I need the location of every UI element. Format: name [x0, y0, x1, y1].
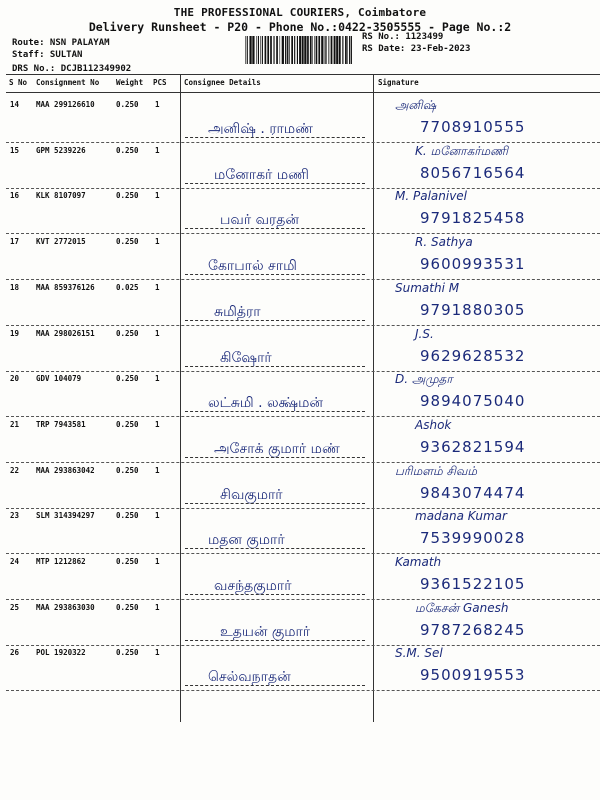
table-row: [0, 507, 600, 553]
name-underline: [185, 411, 365, 412]
company-title: THE PROFESSIONAL COURIERS, Coimbatore: [173, 6, 427, 19]
consignee-phone: 8056716564: [420, 164, 526, 182]
col-consignment: Consignment No: [36, 78, 100, 87]
cell-consignment: GDV 104079: [36, 374, 82, 383]
cell-pcs: 1: [155, 374, 160, 383]
rs-date: RS Date: 23-Feb-2023: [362, 44, 471, 54]
cell-weight: 0.250: [116, 237, 139, 246]
table-top-rule: [6, 74, 600, 75]
cell-consignment: KVT 2772015: [36, 237, 86, 246]
name-underline: [185, 685, 365, 686]
consignee-name: கிஷோர்: [220, 350, 272, 366]
consignee-name: சிவகுமார்: [220, 487, 283, 503]
consignee-name: லட்சுமி . லக்ஷ்மன்: [208, 395, 323, 411]
name-underline: [185, 320, 365, 321]
cell-pcs: 1: [155, 283, 160, 292]
cell-consignment: MAA 299126610: [36, 100, 95, 109]
cell-sno: 25: [10, 603, 20, 612]
table-row: [0, 462, 600, 508]
header-bottom-rule: [6, 92, 600, 93]
cell-consignment: MAA 859376126: [36, 283, 95, 292]
drs-label: DRS No.: DCJB112349902: [12, 64, 132, 74]
consignee-name: சுமித்ரா: [214, 304, 261, 320]
cell-sno: 19: [10, 329, 20, 338]
consignee-phone: 9362821594: [420, 438, 526, 456]
cell-sno: 17: [10, 237, 20, 246]
signature: பரிமளம் சிவம்: [395, 464, 478, 478]
signature: அனிஷ்: [395, 98, 437, 112]
cell-consignment: MTP 1212862: [36, 557, 86, 566]
table-row: [0, 599, 600, 645]
signature: Kamath: [395, 555, 442, 569]
col-pcs: PCS: [153, 78, 167, 87]
table-row: [0, 553, 600, 599]
cell-weight: 0.250: [116, 374, 139, 383]
name-underline: [185, 457, 365, 458]
cell-consignment: TRP 7943581: [36, 420, 86, 429]
signature: S.M. Sel: [395, 646, 443, 660]
consignee-name: மதன குமார்: [208, 532, 285, 548]
cell-weight: 0.250: [116, 648, 139, 657]
col-weight: Weight: [116, 78, 144, 87]
consignee-phone: 9361522105: [420, 575, 526, 593]
table-row: [0, 416, 600, 462]
barcode: [243, 36, 353, 64]
cell-consignment: MAA 293863030: [36, 603, 95, 612]
rs-info: [362, 31, 470, 55]
consignee-name: மனோகர் மணி: [214, 167, 309, 183]
table-row: [0, 279, 600, 325]
name-underline: [185, 594, 365, 595]
cell-consignment: POL 1920322: [36, 648, 86, 657]
table-row: [0, 233, 600, 279]
consignee-name: உதயன் குமார்: [220, 624, 311, 640]
cell-pcs: 1: [155, 329, 160, 338]
cell-pcs: 1: [155, 146, 160, 155]
cell-weight: 0.250: [116, 420, 139, 429]
cell-sno: 23: [10, 511, 20, 520]
table-row: [0, 644, 600, 690]
consignee-phone: 9500919553: [420, 666, 526, 684]
table-row: [0, 370, 600, 416]
col-sno: S No: [9, 78, 28, 87]
name-underline: [185, 183, 365, 184]
table-row: [0, 96, 600, 142]
cell-weight: 0.250: [116, 511, 139, 520]
cell-weight: 0.250: [116, 466, 139, 475]
consignee-phone: 9791880305: [420, 301, 526, 319]
cell-pcs: 1: [155, 237, 160, 246]
name-underline: [185, 228, 365, 229]
cell-sno: 14: [10, 100, 20, 109]
table-row: [0, 325, 600, 371]
cell-sno: 26: [10, 648, 20, 657]
cell-consignment: GPM 5239226: [36, 146, 86, 155]
consignee-phone: 7539990028: [420, 529, 526, 547]
table-row: [0, 142, 600, 188]
cell-consignment: MAA 298026151: [36, 329, 95, 338]
cell-weight: 0.250: [116, 557, 139, 566]
consignee-name: வசந்தகுமார்: [214, 578, 292, 594]
signature: K. மனோகர்மணி: [415, 144, 509, 158]
name-underline: [185, 366, 365, 367]
cell-sno: 16: [10, 191, 20, 200]
cell-weight: 0.250: [116, 100, 139, 109]
name-underline: [185, 274, 365, 275]
cell-pcs: 1: [155, 511, 160, 520]
signature: J.S.: [415, 327, 434, 341]
cell-pcs: 1: [155, 420, 160, 429]
signature: Sumathi M: [395, 281, 460, 295]
cell-pcs: 1: [155, 466, 160, 475]
signature: M. Palanivel: [395, 189, 468, 203]
cell-sno: 18: [10, 283, 20, 292]
consignee-name: பவர் வரதன்: [220, 212, 299, 228]
consignee-name: அசோக் குமார் மண்: [214, 441, 340, 457]
consignee-name: அனிஷ் . ராமண்: [208, 121, 313, 137]
consignee-name: கோபால் சாமி: [208, 258, 297, 274]
cell-consignment: SLM 314394297: [36, 511, 95, 520]
cell-consignment: KLK 8107097: [36, 191, 86, 200]
cell-sno: 22: [10, 466, 20, 475]
cell-consignment: MAA 293863042: [36, 466, 95, 475]
consignee-name: செல்வநாதன்: [208, 669, 291, 685]
signature: மகேசன் Ganesh: [415, 601, 509, 615]
consignee-phone: 9787268245: [420, 621, 526, 639]
cell-pcs: 1: [155, 191, 160, 200]
consignee-phone: 9791825458: [420, 209, 526, 227]
consignee-phone: 9629628532: [420, 347, 526, 365]
runsheet-subtitle: Delivery Runsheet - P20 - Phone No.:0422-3505555 - Page No.:2: [88, 20, 512, 34]
consignee-phone: 9600993531: [420, 255, 526, 273]
col-consignee: Consignee Details: [184, 78, 261, 87]
cell-sno: 24: [10, 557, 20, 566]
cell-weight: 0.250: [116, 603, 139, 612]
cell-weight: 0.025: [116, 283, 139, 292]
route-info: [12, 37, 131, 75]
signature: madana Kumar: [415, 509, 507, 523]
cell-sno: 20: [10, 374, 20, 383]
route-label: Route: NSN PALAYAM: [12, 38, 110, 48]
signature: D. அமுதா: [395, 372, 453, 386]
name-underline: [185, 503, 365, 504]
col-signature: Signature: [378, 78, 419, 87]
consignee-phone: 7708910555: [420, 118, 526, 136]
signature: R. Sathya: [415, 235, 473, 249]
row-separator: [6, 690, 600, 691]
consignee-phone: 9894075040: [420, 392, 526, 410]
cell-sno: 15: [10, 146, 20, 155]
rs-number: RS No.: 1123499: [362, 32, 444, 42]
name-underline: [185, 548, 365, 549]
cell-sno: 21: [10, 420, 20, 429]
staff-label: Staff: SULTAN: [12, 50, 83, 60]
cell-pcs: 1: [155, 100, 160, 109]
cell-weight: 0.250: [116, 146, 139, 155]
table-row: [0, 187, 600, 233]
name-underline: [185, 137, 365, 138]
cell-weight: 0.250: [116, 191, 139, 200]
cell-weight: 0.250: [116, 329, 139, 338]
cell-pcs: 1: [155, 603, 160, 612]
cell-pcs: 1: [155, 648, 160, 657]
cell-pcs: 1: [155, 557, 160, 566]
consignee-phone: 9843074474: [420, 484, 526, 502]
name-underline: [185, 640, 365, 641]
signature: Ashok: [415, 418, 452, 432]
